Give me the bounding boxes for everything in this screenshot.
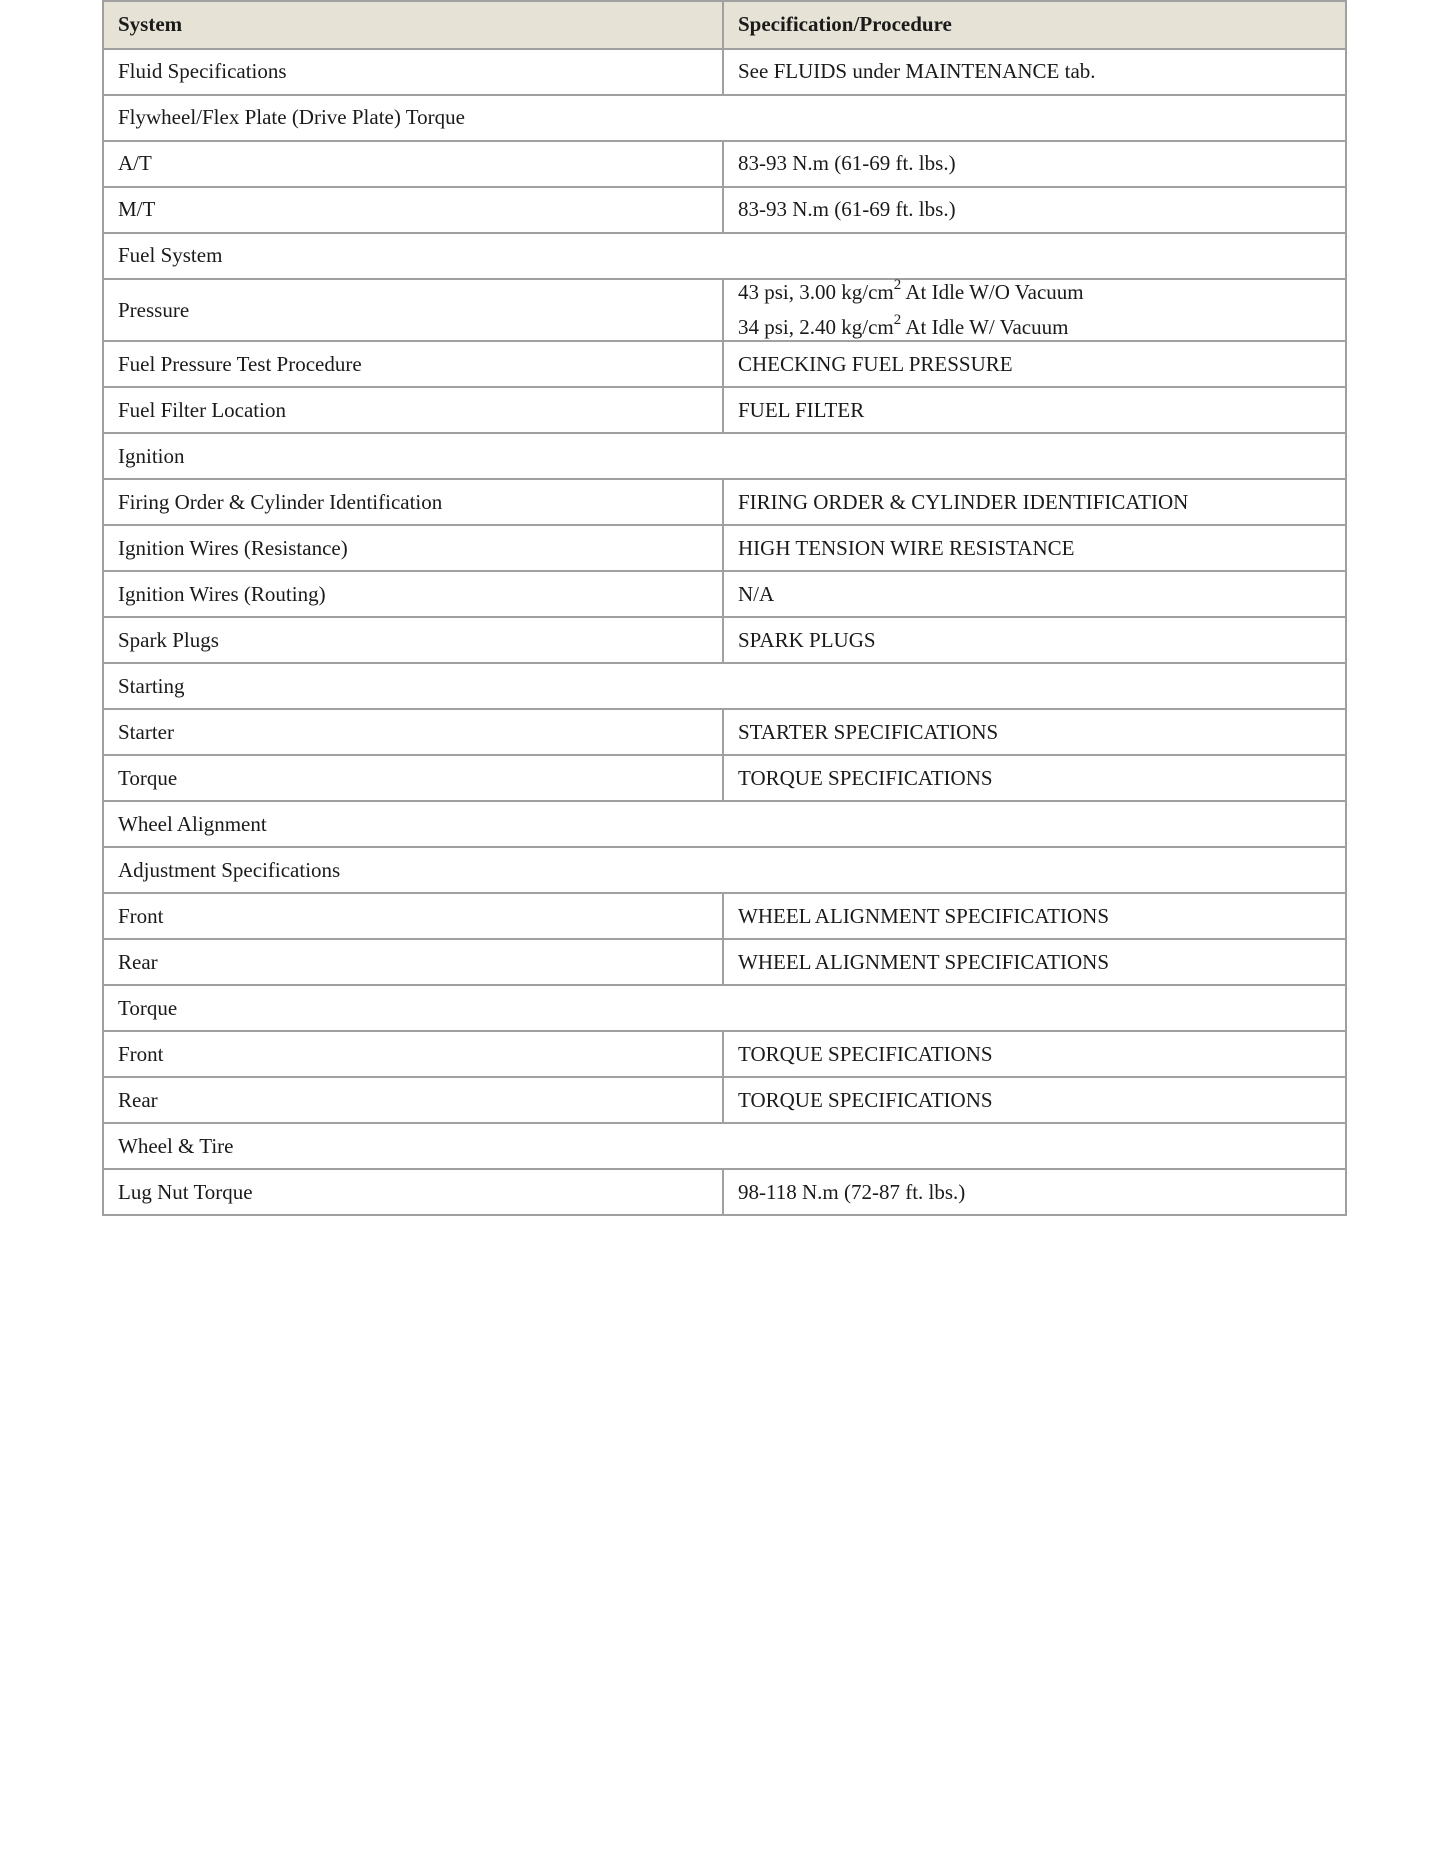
row-value: SPARK PLUGS bbox=[723, 617, 1346, 663]
pressure-line-2 bbox=[738, 312, 1331, 340]
row-value: 83-93 N.m (61-69 ft. lbs.) bbox=[723, 187, 1346, 233]
row-value: WHEEL ALIGNMENT SPECIFICATIONS bbox=[723, 939, 1346, 985]
table-row bbox=[103, 1077, 1346, 1123]
table-row bbox=[103, 1169, 1346, 1215]
row-value: WHEEL ALIGNMENT SPECIFICATIONS bbox=[723, 893, 1346, 939]
row-label: Front bbox=[103, 1031, 723, 1077]
section-row bbox=[103, 663, 1346, 709]
row-value: STARTER SPECIFICATIONS bbox=[723, 709, 1346, 755]
section-row bbox=[103, 433, 1346, 479]
section-title: Wheel & Tire bbox=[103, 1123, 1346, 1169]
table-row bbox=[103, 341, 1346, 387]
section-row bbox=[103, 95, 1346, 141]
subsection-row bbox=[103, 847, 1346, 893]
row-label: Fuel Filter Location bbox=[103, 387, 723, 433]
section-row bbox=[103, 1123, 1346, 1169]
row-value: 98-118 N.m (72-87 ft. lbs.) bbox=[723, 1169, 1346, 1215]
section-title: Fuel System bbox=[103, 233, 1346, 279]
row-label: Lug Nut Torque bbox=[103, 1169, 723, 1215]
pressure-line-1-text: 43 psi, 3.00 kg/cm bbox=[738, 280, 894, 304]
header-specification: Specification/Procedure bbox=[723, 1, 1346, 49]
section-title: Ignition bbox=[103, 433, 1346, 479]
row-label: Fluid Specifications bbox=[103, 49, 723, 95]
subsection-title: Adjustment Specifications bbox=[103, 847, 1346, 893]
pressure-line-1 bbox=[738, 277, 1331, 305]
specifications-table bbox=[102, 0, 1347, 1216]
row-value: CHECKING FUEL PRESSURE bbox=[723, 341, 1346, 387]
section-row bbox=[103, 801, 1346, 847]
row-value: See FLUIDS under MAINTENANCE tab. bbox=[723, 49, 1346, 95]
row-label: Firing Order & Cylinder Identification bbox=[103, 479, 723, 525]
row-label: Rear bbox=[103, 939, 723, 985]
pressure-line-2-suffix: At Idle W/ Vacuum bbox=[901, 315, 1069, 340]
pressure-line-1-suffix: At Idle W/O Vacuum bbox=[901, 280, 1084, 304]
table-row bbox=[103, 709, 1346, 755]
table-row bbox=[103, 387, 1346, 433]
section-title: Wheel Alignment bbox=[103, 801, 1346, 847]
table-row bbox=[103, 525, 1346, 571]
table-row bbox=[103, 571, 1346, 617]
header-row bbox=[103, 1, 1346, 49]
header-system: System bbox=[103, 1, 723, 49]
table-row bbox=[103, 893, 1346, 939]
section-row bbox=[103, 233, 1346, 279]
table-row bbox=[103, 141, 1346, 187]
section-title: Starting bbox=[103, 663, 1346, 709]
row-label: Ignition Wires (Routing) bbox=[103, 571, 723, 617]
table-row bbox=[103, 279, 1346, 341]
pressure-line-2-sup: 2 bbox=[893, 312, 902, 329]
row-label: Pressure bbox=[103, 279, 723, 341]
table-row bbox=[103, 479, 1346, 525]
row-label: Ignition Wires (Resistance) bbox=[103, 525, 723, 571]
section-title: Flywheel/Flex Plate (Drive Plate) Torque bbox=[103, 95, 1346, 141]
row-label: M/T bbox=[103, 187, 723, 233]
table-row bbox=[103, 1031, 1346, 1077]
row-value: 83-93 N.m (61-69 ft. lbs.) bbox=[723, 141, 1346, 187]
subsection-row bbox=[103, 985, 1346, 1031]
table-row bbox=[103, 187, 1346, 233]
pressure-line-1-sup: 2 bbox=[893, 277, 902, 293]
row-label: Torque bbox=[103, 755, 723, 801]
subsection-title: Torque bbox=[103, 985, 1346, 1031]
row-value bbox=[723, 279, 1346, 341]
row-label: Fuel Pressure Test Procedure bbox=[103, 341, 723, 387]
table-row bbox=[103, 617, 1346, 663]
pressure-line-2-text: 34 psi, 2.40 kg/cm bbox=[738, 315, 894, 340]
row-label: Starter bbox=[103, 709, 723, 755]
row-value: TORQUE SPECIFICATIONS bbox=[723, 1077, 1346, 1123]
row-label: Rear bbox=[103, 1077, 723, 1123]
row-label: A/T bbox=[103, 141, 723, 187]
table-row bbox=[103, 49, 1346, 95]
row-value: TORQUE SPECIFICATIONS bbox=[723, 755, 1346, 801]
row-label: Front bbox=[103, 893, 723, 939]
row-value: N/A bbox=[723, 571, 1346, 617]
row-value: HIGH TENSION WIRE RESISTANCE bbox=[723, 525, 1346, 571]
row-value: TORQUE SPECIFICATIONS bbox=[723, 1031, 1346, 1077]
table-row bbox=[103, 939, 1346, 985]
row-value: FIRING ORDER & CYLINDER IDENTIFICATION bbox=[723, 479, 1346, 525]
row-value: FUEL FILTER bbox=[723, 387, 1346, 433]
row-label: Spark Plugs bbox=[103, 617, 723, 663]
table-row bbox=[103, 755, 1346, 801]
